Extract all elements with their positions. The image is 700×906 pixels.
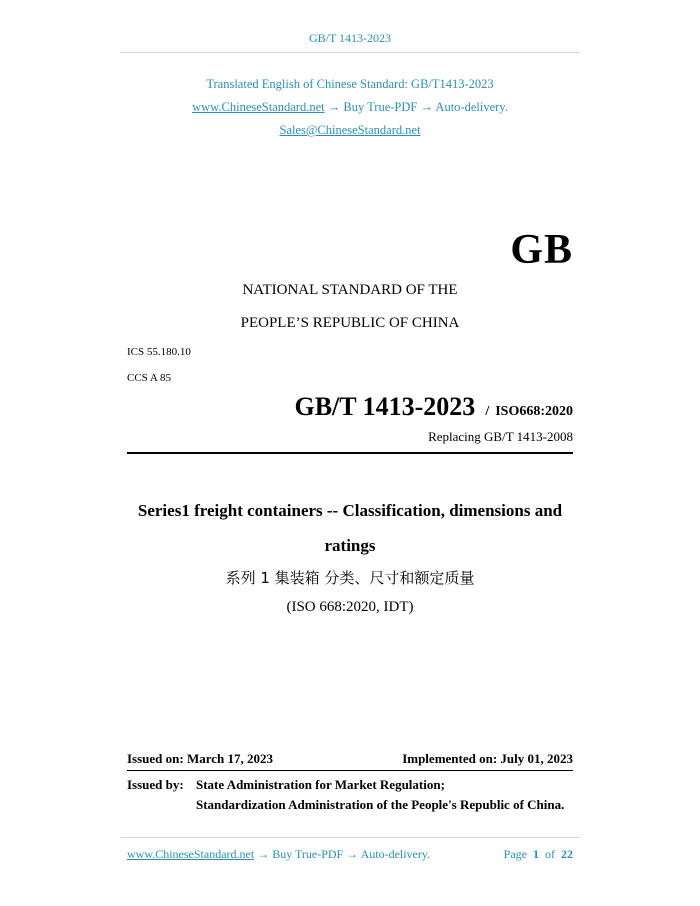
standard-separator: /: [485, 404, 490, 419]
implemented-on-date: Implemented on: July 01, 2023: [402, 751, 573, 766]
national-standard-line2: PEOPLE’S REPUBLIC OF CHINA: [240, 315, 460, 331]
standard-number-line: [294, 392, 573, 422]
header-divider: [120, 52, 580, 53]
chinese-title: 系列 1 集装箱 分类、尺寸和额定质量: [225, 569, 475, 587]
issued-by-label: Issued by:: [127, 777, 184, 792]
email-line: [0, 123, 700, 138]
iso-equivalent: ISO668:2020: [495, 404, 573, 419]
issuer-line1: State Administration for Market Regulation;: [196, 777, 445, 792]
header-standard-code: GB/T 1413-2023: [308, 31, 392, 45]
promo-line: [0, 100, 700, 115]
issued-on-date: Issued on: March 17, 2023: [127, 751, 274, 766]
ccs-code: CCS A 85: [127, 372, 172, 384]
footer-divider: [120, 837, 580, 838]
gb-logo: GB: [510, 227, 573, 273]
site-link[interactable]: www.ChineseStandard.net: [192, 100, 325, 114]
page-total: 22: [561, 847, 573, 861]
main-divider: [127, 452, 573, 454]
ics-code: ICS 55.180.10: [127, 346, 191, 358]
iso-reference: (ISO 668:2020, IDT): [286, 599, 414, 615]
issuer-line2: Standardization Administration of the People's Republic of China.: [196, 797, 565, 812]
document-title-line1: Series1 freight containers -- Classification, dimensions and: [137, 501, 563, 520]
page-label: Page: [503, 847, 527, 861]
replacing-note: Replacing GB/T 1413-2008: [428, 429, 573, 444]
promo-tail: → Buy True-PDF → Auto-delivery.: [324, 100, 508, 114]
page-current: 1: [533, 847, 539, 861]
standard-number: GB/T 1413-2023: [294, 392, 476, 421]
footer-promo: [127, 847, 430, 862]
sales-email-link[interactable]: Sales@ChineseStandard.net: [279, 123, 421, 137]
document-title-line2: ratings: [324, 536, 376, 555]
translation-notice: Translated English of Chinese Standard: GB/T1413-2023: [206, 77, 494, 91]
footer-site-link[interactable]: www.ChineseStandard.net: [127, 847, 255, 861]
dates-divider: [127, 770, 573, 771]
page-indicator: [504, 847, 573, 862]
page-of: of: [545, 847, 555, 861]
footer-promo-tail: → Buy True-PDF → Auto-delivery.: [254, 847, 431, 861]
national-standard-line1: NATIONAL STANDARD OF THE: [242, 282, 458, 298]
